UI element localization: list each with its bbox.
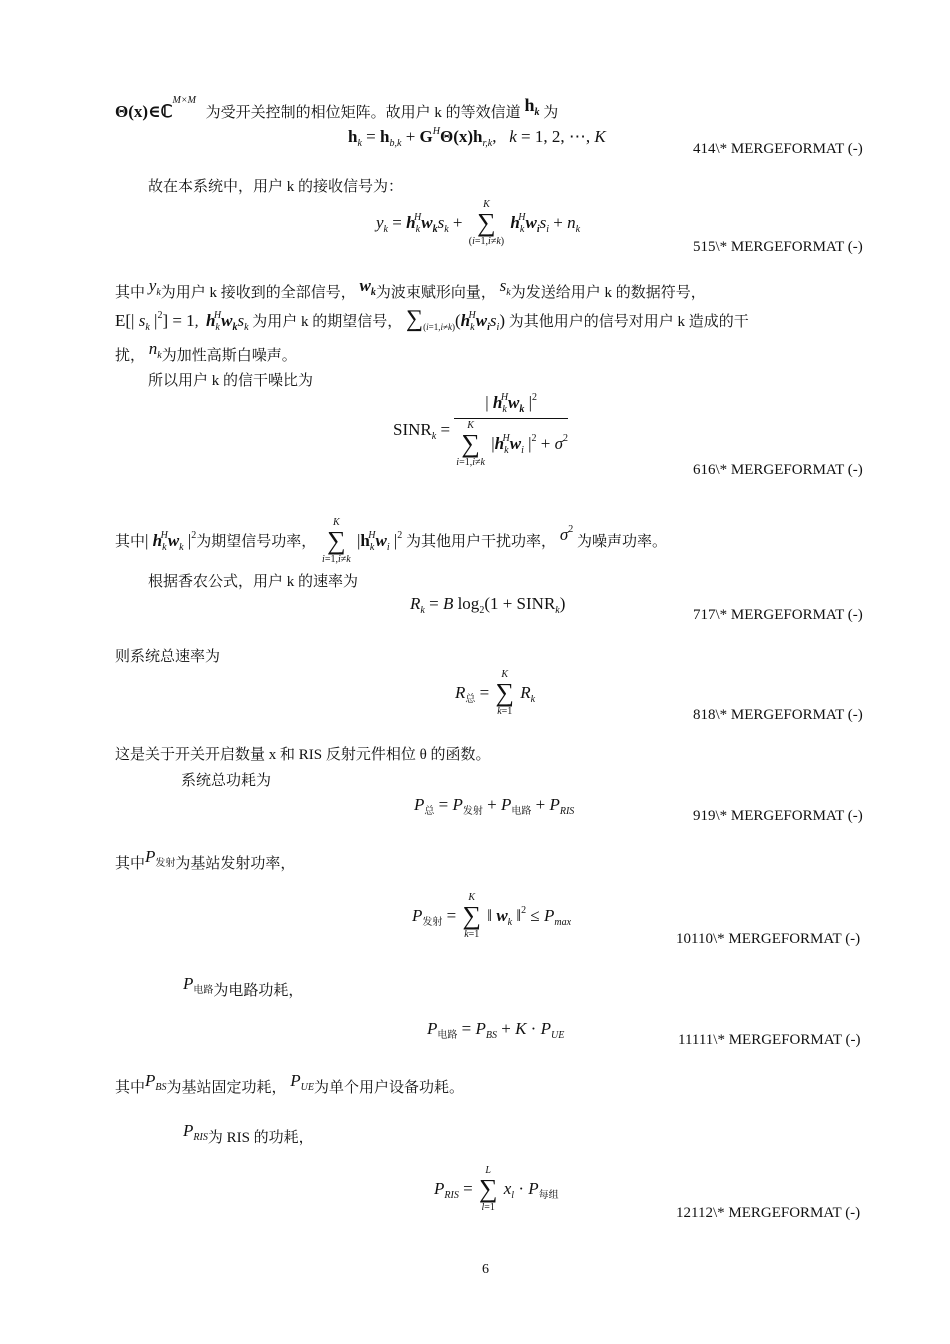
p-tx-symbol: $P_{发射}$: [145, 847, 176, 869]
theta-dim: M×M: [172, 95, 196, 106]
theta-definition-line: [115, 97, 558, 129]
where-line-2: E[| $s_k$ $|^2] = 1$, $h_k^Hw_ks_k$ 为用户 k 的期望信号， $\sum_{(i=1,i\ne k)}(h_k^Hw_is_i)$ 为其他用户的信号对用户 k 造成的干: [115, 306, 749, 333]
circuit-line: $P_{电路}$为电路功耗，: [183, 974, 304, 999]
hk-symbol: $h_k$: [524, 95, 540, 118]
sinr-label: SINR: [393, 419, 432, 439]
paragraph-shannon: 根据香农公式，用户 k 的速率为: [148, 574, 359, 590]
paragraph-total-power: 系统总功耗为: [181, 773, 272, 789]
sum-symbol: K ∑ (i=1,i≠k): [468, 199, 505, 247]
p-ris-symbol: $P_{RIS}$: [183, 1121, 208, 1143]
page-number: 6: [482, 1262, 489, 1277]
p-bs-symbol: $P_{BS}$: [145, 1071, 167, 1093]
sinr-where-line: 其中| $h_k^Hw_k$ $|^2$为期望信号功率， K ∑ i=1,i≠k $|h_k^Hw_i$ $|^2$ 为其他用户干扰功率， $\sigma^2$ 为噪声功率。: [115, 517, 667, 565]
where-line-1: 其中 $y_k$为用户 k 接收到的全部信号， $w_k$为波束赋形向量， $s_k$为发送给用户 k 的数据符号，: [115, 276, 706, 301]
interference-power-symbol: K ∑ i=1,i≠k $|h_k^Hw_i$ $|^2$: [322, 517, 403, 565]
equation-label-11: 11111\* MERGEFORMAT (-): [678, 1032, 861, 1048]
nk-symbol: $n_k$: [148, 339, 162, 361]
equation-12: $P_{RIS}$ = L ∑ l=1 $x_l \cdot P_{每组}$: [434, 1165, 559, 1213]
where-line-3: 扰， $n_k$为加性高斯白噪声。: [115, 339, 297, 364]
equation-label-6: 616\* MERGEFORMAT (-): [693, 462, 863, 478]
sinr-fraction: | $h_k^Hw_k$ $|^2$ K ∑ i=1,i≠k $|h_k^Hw_i$ $|^2 + \sigma^2$: [456, 392, 569, 468]
equation-6: $SINR_k$ = | $h_k^Hw_k$ $|^2$ K ∑ i=1,i≠k $|h_k^Hw_i$ $|^2 + \sigma^2$: [393, 392, 569, 468]
desired-signal-symbol: $h_k^Hw_ks_k$: [205, 310, 249, 333]
equation-label-4: 414\* MERGEFORMAT (-): [693, 141, 863, 157]
equation-8: $R_总$ = K ∑ k=1 $R_k$: [455, 669, 536, 717]
equation-label-8: 818\* MERGEFORMAT (-): [693, 707, 863, 723]
theta-symbol: Θ(x)∈ℂ: [115, 102, 173, 121]
equation-10: $P_{发射}$ = K ∑ k=1 ‖ $w_k$ ‖$^2$ ≤ $P_{max}$: [412, 892, 572, 940]
interference-symbol: $\sum_{(i=1,i\ne k)}(h_k^Hw_is_i)$: [406, 306, 505, 333]
theta-def-text: 为受开关控制的相位矩阵。故用户 k 的等效信道: [205, 105, 521, 121]
yk-symbol: $y_k$: [148, 276, 161, 298]
equation-label-12: 12112\* MERGEFORMAT (-): [676, 1205, 861, 1221]
equation-label-7: 717\* MERGEFORMAT (-): [693, 607, 863, 623]
sigma-symbol: $\sigma^2$: [559, 523, 574, 544]
desired-power-symbol: | $h_k^Hw_k$ $|^2$: [145, 529, 197, 553]
p-circuit-symbol: $P_{电路}$: [183, 974, 214, 996]
bs-where-line: 其中$P_{BS}$为基站固定功耗， $P_{UE}$为单个用户设备功耗。: [115, 1071, 465, 1096]
paragraph-receive: 故在本系统中，用户 k 的接收信号为：: [148, 179, 404, 195]
paragraph-sinr: 所以用户 k 的信干噪比为: [148, 373, 314, 389]
equation-9: $P_总 = P_{发射} + P_{电路} + P_{RIS}$: [414, 795, 575, 817]
equation-5: $y_k = h_k^Hw_ks_k$ + K ∑ (i=1,i≠k) $h_k^Hw_is_i + n_k$: [376, 199, 581, 247]
paragraph-total-rate: 则系统总速率为: [115, 649, 221, 665]
ris-line: $P_{RIS}$为 RIS 的功耗，: [183, 1121, 314, 1146]
p-ue-symbol: $P_{UE}$: [290, 1071, 315, 1093]
equation-7: $R_k = B$ $\log_2(1$ + $SINR_k$): [410, 594, 566, 616]
paragraph-function: 这是关于开关开启数量 x 和 RIS 反射元件相位 θ 的函数。: [115, 747, 491, 763]
expectation-symbol: E[| $s_k$ $|^2] = 1$: [115, 310, 195, 333]
equation-11: $P_{电路} = P_{BS} + K \cdot P_{UE}$: [427, 1019, 565, 1041]
wk-symbol: $w_k$: [359, 276, 376, 298]
sk-symbol: $s_k$: [499, 276, 511, 298]
tx-where-line: 其中$P_{发射}$为基站发射功率，: [115, 847, 296, 872]
equation-label-10: 10110\* MERGEFORMAT (-): [676, 931, 861, 947]
equation-label-5: 515\* MERGEFORMAT (-): [693, 239, 863, 255]
equation-label-9: 919\* MERGEFORMAT (-): [693, 808, 863, 824]
theta-def-tail: 为: [543, 105, 559, 121]
equation-4: $h_k = h_{b,k} + G^H\Theta(x)h_{r,k}$, k = 1, 2, ⋯, K: [348, 126, 606, 149]
